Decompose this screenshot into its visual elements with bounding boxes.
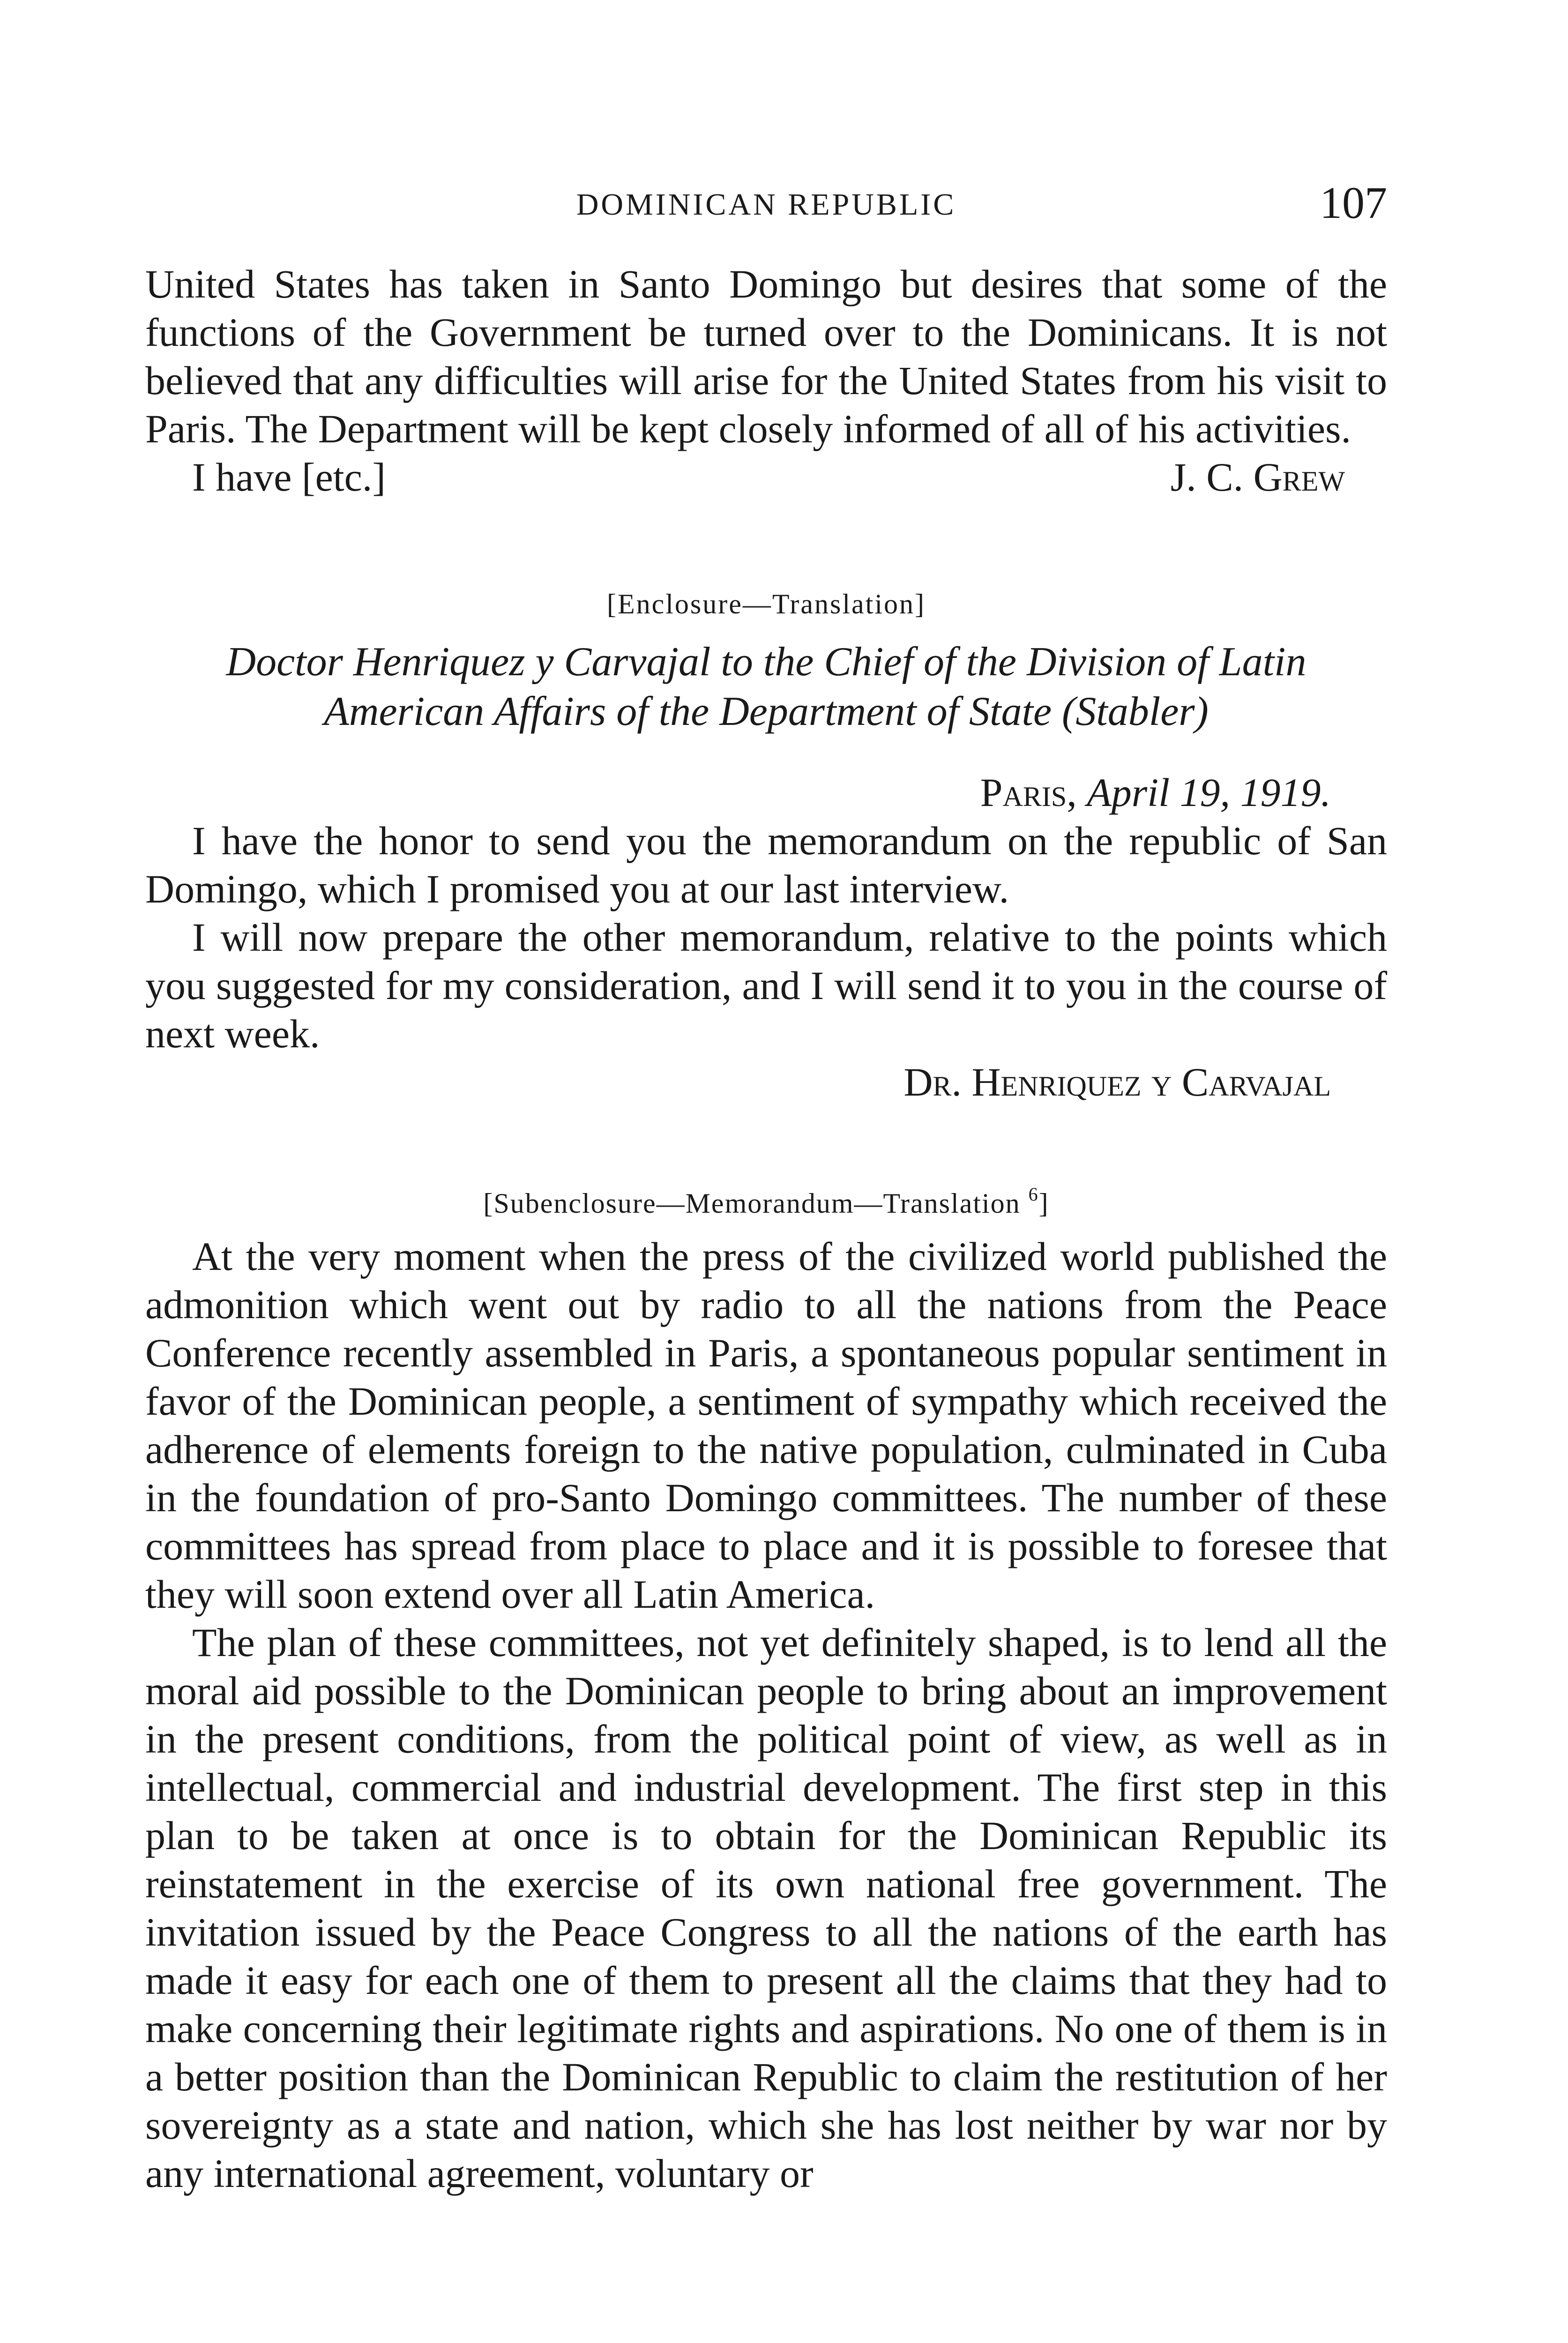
dateline-date: April 19, 1919. — [1087, 770, 1331, 815]
dateline — [145, 769, 1387, 817]
enclosure-signature: Dr. Henriquez y Carvajal — [903, 1060, 1331, 1104]
memorandum — [145, 1232, 1387, 2198]
subenclosure-label-end: ] — [1038, 1188, 1049, 1219]
enclosure-title-line-1: Doctor Henriquez y Carvajal to the Chief of the Division of Latin — [226, 639, 1307, 685]
running-title: DOMINICAN REPUBLIC — [576, 187, 956, 222]
subenclosure-label — [145, 1183, 1387, 1220]
footnote-reference: 6 — [1028, 1184, 1039, 1205]
letter-closing-row — [145, 453, 1387, 501]
enclosure-title-line-2: American Affairs of the Department of State (Stabler) — [324, 689, 1209, 734]
dateline-place: Paris, — [980, 770, 1077, 815]
letter-continuation — [145, 260, 1387, 501]
enclosure-label: [Enclosure—Translation] — [606, 589, 926, 619]
enclosure-title — [145, 637, 1387, 737]
letter-body: United States has taken in Santo Domingo but desires that some of the functions of the Government be turned over to the Dominicans. It is not believed that any difficulties will arise for the United States from his visit to Paris. The Department will be kept closely informed of all of his activities. — [145, 261, 1387, 451]
enclosure-letter — [145, 769, 1387, 1106]
running-header — [145, 180, 1387, 232]
memorandum-paragraph: At the very moment when the press of the civilized world published the admonition which went out by radio to all the nations from the Peace Conference recently assembled in Paris, a spontaneous popular sentiment in favor of the Dominican people, a sentiment of sympathy which received the adherence of elements foreign to the native population, culminated in Cuba in the foundation of pro-Santo Domingo committees. The number of these committees has spread from place to place and it is possible to foresee that they will soon extend over all Latin America. — [145, 1234, 1387, 1617]
subenclosure-label-text: [Subenclosure—Memorandum—Translation — [483, 1188, 1021, 1219]
page-number: 107 — [1320, 178, 1387, 228]
enclosure-paragraph: I have the honor to send you the memorandum on the republic of San Domingo, which I promised you at our last interview. — [145, 818, 1387, 911]
memorandum-paragraph: The plan of these committees, not yet definitely shaped, is to lend all the moral aid possible to the Dominican people to bring about an improvement in the present conditions, from the political point of view, as well as in intellectual, commercial and industrial development. The first step in this plan to be taken at once is to obtain for the Dominican Republic its reinstatement in the exercise of its own national free government. The invitation issued by the Peace Congress to all the nations of the earth has made it easy for each one of them to present all the claims that they had to make concerning their legitimate rights and aspirations. No one of them is in a better position than the Dominican Republic to claim the restitution of her sovereignty as a state and nation, which she has lost neither by war nor by any international agreement, voluntary or — [145, 1620, 1387, 2196]
letter-closing: I have [etc.] — [192, 455, 386, 500]
enclosure-paragraph: I will now prepare the other memorandum, relative to the points which you suggested for my consideration, and I will send it to you in the course of next week. — [145, 915, 1387, 1056]
letter-signature: J. C. Grew — [1170, 455, 1345, 500]
